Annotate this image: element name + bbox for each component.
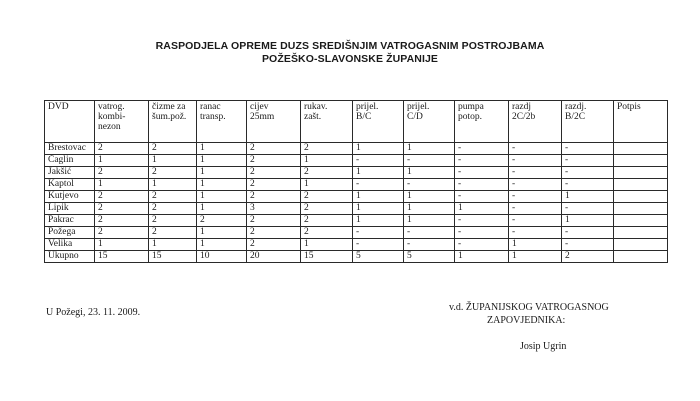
table-row bbox=[45, 167, 668, 179]
table-cell: 1 bbox=[197, 179, 247, 191]
table-cell: 2 bbox=[301, 143, 353, 155]
table-cell: 1 bbox=[95, 179, 149, 191]
column-header-line: kombi- bbox=[98, 112, 126, 122]
table-cell: 15 bbox=[301, 251, 353, 263]
table-cell: - bbox=[404, 179, 455, 191]
row-label: Kaptol bbox=[45, 179, 95, 191]
table-row bbox=[45, 203, 668, 215]
table-cell: 5 bbox=[404, 251, 455, 263]
column-header-line: nezon bbox=[98, 122, 121, 132]
table-cell: 2 bbox=[95, 203, 149, 215]
column-header bbox=[149, 101, 197, 143]
signatory-title-line1: v.d. ŽUPANIJSKOG VATROGASNOG bbox=[449, 302, 609, 313]
table-cell: 1 bbox=[197, 191, 247, 203]
table-cell: - bbox=[455, 155, 509, 167]
column-header bbox=[614, 101, 668, 143]
column-header-line: B/2C bbox=[565, 112, 586, 122]
table-cell: - bbox=[509, 227, 562, 239]
table-cell bbox=[614, 215, 668, 227]
table-cell: 2 bbox=[301, 203, 353, 215]
column-header bbox=[247, 101, 301, 143]
table-cell: 2 bbox=[247, 191, 301, 203]
column-header-line: šum.pož. bbox=[152, 112, 187, 122]
table-cell: 1 bbox=[95, 155, 149, 167]
table-cell: - bbox=[455, 239, 509, 251]
table-row bbox=[45, 239, 668, 251]
table-cell: - bbox=[562, 155, 614, 167]
table-cell: - bbox=[455, 143, 509, 155]
column-header-line: 2C/2b bbox=[512, 112, 536, 122]
table-cell bbox=[614, 179, 668, 191]
table-cell: 2 bbox=[562, 251, 614, 263]
table-cell: 1 bbox=[404, 203, 455, 215]
table-cell: 2 bbox=[95, 191, 149, 203]
table-cell: 1 bbox=[301, 239, 353, 251]
table-cell: 1 bbox=[301, 155, 353, 167]
table-cell: 2 bbox=[149, 191, 197, 203]
row-label: Velika bbox=[45, 239, 95, 251]
column-header-line: DVD bbox=[48, 102, 69, 112]
table-cell: 2 bbox=[301, 167, 353, 179]
table-cell: 1 bbox=[149, 155, 197, 167]
place-date: U Požegi, 23. 11. 2009. bbox=[46, 307, 141, 318]
table-cell: 1 bbox=[197, 167, 247, 179]
table-cell bbox=[614, 251, 668, 263]
table-cell: 1 bbox=[301, 179, 353, 191]
column-header-line: prijel. bbox=[356, 102, 379, 112]
table-cell: 1 bbox=[404, 191, 455, 203]
table-cell: 2 bbox=[95, 167, 149, 179]
table-cell: 2 bbox=[247, 143, 301, 155]
table-cell: 1 bbox=[509, 251, 562, 263]
column-header bbox=[197, 101, 247, 143]
table-cell: 1 bbox=[404, 143, 455, 155]
table-cell: 1 bbox=[353, 143, 404, 155]
column-header bbox=[455, 101, 509, 143]
table-row bbox=[45, 251, 668, 263]
column-header-line: transp. bbox=[200, 112, 226, 122]
table-cell: 2 bbox=[247, 227, 301, 239]
column-header-line: razdj. bbox=[565, 102, 587, 112]
table-cell: 1 bbox=[353, 203, 404, 215]
table-cell: - bbox=[562, 239, 614, 251]
table-cell: 1 bbox=[562, 191, 614, 203]
table-cell: - bbox=[455, 191, 509, 203]
table-cell: 2 bbox=[95, 143, 149, 155]
table-cell: - bbox=[509, 143, 562, 155]
table-cell: 2 bbox=[149, 203, 197, 215]
column-header bbox=[95, 101, 149, 143]
column-header-line: C/D bbox=[407, 112, 423, 122]
column-header bbox=[509, 101, 562, 143]
table-cell: - bbox=[455, 167, 509, 179]
table-cell bbox=[614, 227, 668, 239]
table-cell: 1 bbox=[404, 167, 455, 179]
column-header-line: ranac bbox=[200, 102, 221, 112]
table-cell: 1 bbox=[149, 179, 197, 191]
table-cell: 20 bbox=[247, 251, 301, 263]
table-cell: 15 bbox=[149, 251, 197, 263]
table-cell: 1 bbox=[197, 155, 247, 167]
table-cell: 2 bbox=[247, 179, 301, 191]
column-header-line: pumpa bbox=[458, 102, 484, 112]
table-cell: - bbox=[562, 179, 614, 191]
table-row bbox=[45, 227, 668, 239]
table-cell: - bbox=[509, 203, 562, 215]
column-header-line: potop. bbox=[458, 112, 483, 122]
row-label: Kutjevo bbox=[45, 191, 95, 203]
row-label: Čaglin bbox=[45, 155, 95, 167]
equipment-distribution-table bbox=[44, 100, 668, 263]
table-cell: 2 bbox=[247, 215, 301, 227]
table-cell: 2 bbox=[149, 143, 197, 155]
table-cell: - bbox=[353, 155, 404, 167]
table-cell: 1 bbox=[197, 203, 247, 215]
table-cell: - bbox=[455, 179, 509, 191]
table-cell: 2 bbox=[149, 215, 197, 227]
table-cell: 1 bbox=[197, 239, 247, 251]
table-cell: - bbox=[562, 143, 614, 155]
column-header bbox=[353, 101, 404, 143]
column-header-line: zašt. bbox=[304, 112, 322, 122]
table-cell bbox=[614, 203, 668, 215]
signatory-name: Josip Ugrin bbox=[520, 341, 567, 352]
table-cell: - bbox=[509, 215, 562, 227]
table-cell: 2 bbox=[301, 227, 353, 239]
table-cell: 1 bbox=[149, 239, 197, 251]
table-header-row bbox=[45, 101, 668, 143]
signatory-title-line2: ZAPOVJEDNIKA: bbox=[487, 315, 566, 326]
table-cell: 1 bbox=[197, 143, 247, 155]
table-cell: - bbox=[562, 167, 614, 179]
column-header-line: čizme za bbox=[152, 102, 186, 112]
table-cell: 2 bbox=[301, 215, 353, 227]
table-cell: 15 bbox=[95, 251, 149, 263]
table-cell: 2 bbox=[149, 227, 197, 239]
document-title-line2: POŽEŠKO-SLAVONSKE ŽUPANIJE bbox=[261, 53, 439, 65]
column-header bbox=[562, 101, 614, 143]
document-title-line1: RASPODJELA OPREME DUZS SREDIŠNJIM VATROGASNIM POSTROJBAMA bbox=[155, 40, 545, 52]
row-label: Ukupno bbox=[45, 251, 95, 263]
row-label: Pakrac bbox=[45, 215, 95, 227]
table-cell bbox=[614, 191, 668, 203]
table-cell: - bbox=[562, 227, 614, 239]
table-row bbox=[45, 215, 668, 227]
row-label: Lipik bbox=[45, 203, 95, 215]
table-cell: - bbox=[455, 215, 509, 227]
table-cell: 1 bbox=[353, 191, 404, 203]
table-cell: - bbox=[404, 227, 455, 239]
row-label: Požega bbox=[45, 227, 95, 239]
table-cell: 2 bbox=[149, 167, 197, 179]
row-label: Brestovac bbox=[45, 143, 95, 155]
column-header-line: Potpis bbox=[617, 102, 641, 112]
column-header-line: razdj bbox=[512, 102, 531, 112]
table-cell: 2 bbox=[95, 215, 149, 227]
table-cell: - bbox=[353, 179, 404, 191]
column-header-line: B/C bbox=[356, 112, 372, 122]
table-cell: 2 bbox=[247, 155, 301, 167]
table-cell: 2 bbox=[247, 167, 301, 179]
table-cell: - bbox=[404, 155, 455, 167]
column-header bbox=[45, 101, 95, 143]
table-cell: 1 bbox=[455, 251, 509, 263]
table-cell bbox=[614, 155, 668, 167]
table-cell: 5 bbox=[353, 251, 404, 263]
table-cell bbox=[614, 167, 668, 179]
table-cell: - bbox=[353, 227, 404, 239]
table-row bbox=[45, 155, 668, 167]
table-row bbox=[45, 191, 668, 203]
table-cell bbox=[614, 239, 668, 251]
table-cell: 10 bbox=[197, 251, 247, 263]
table-cell: - bbox=[509, 179, 562, 191]
column-header-line: 25mm bbox=[250, 112, 275, 122]
table-cell: 1 bbox=[197, 227, 247, 239]
table-cell: 1 bbox=[353, 215, 404, 227]
table-cell: - bbox=[404, 239, 455, 251]
table-cell: - bbox=[455, 227, 509, 239]
column-header-line: cijev bbox=[250, 102, 269, 112]
column-header-line: prijel. bbox=[407, 102, 430, 112]
table-cell: 1 bbox=[562, 215, 614, 227]
table-cell: 3 bbox=[247, 203, 301, 215]
table-cell bbox=[614, 143, 668, 155]
column-header bbox=[404, 101, 455, 143]
table-cell: 2 bbox=[95, 227, 149, 239]
table-cell: - bbox=[562, 203, 614, 215]
table-cell: 2 bbox=[197, 215, 247, 227]
table-cell: - bbox=[353, 239, 404, 251]
column-header-line: vatrog. bbox=[98, 102, 125, 112]
table-cell: 1 bbox=[455, 203, 509, 215]
table-cell: 1 bbox=[95, 239, 149, 251]
table-cell: - bbox=[509, 191, 562, 203]
table-cell: - bbox=[509, 167, 562, 179]
row-label: Jakšić bbox=[45, 167, 95, 179]
table-cell: - bbox=[509, 155, 562, 167]
table-cell: 1 bbox=[509, 239, 562, 251]
table-row bbox=[45, 143, 668, 155]
table-cell: 2 bbox=[247, 239, 301, 251]
table-cell: 1 bbox=[404, 215, 455, 227]
column-header-line: rukav. bbox=[304, 102, 328, 112]
table-cell: 2 bbox=[301, 191, 353, 203]
table-row bbox=[45, 179, 668, 191]
table-cell: 1 bbox=[353, 167, 404, 179]
column-header bbox=[301, 101, 353, 143]
